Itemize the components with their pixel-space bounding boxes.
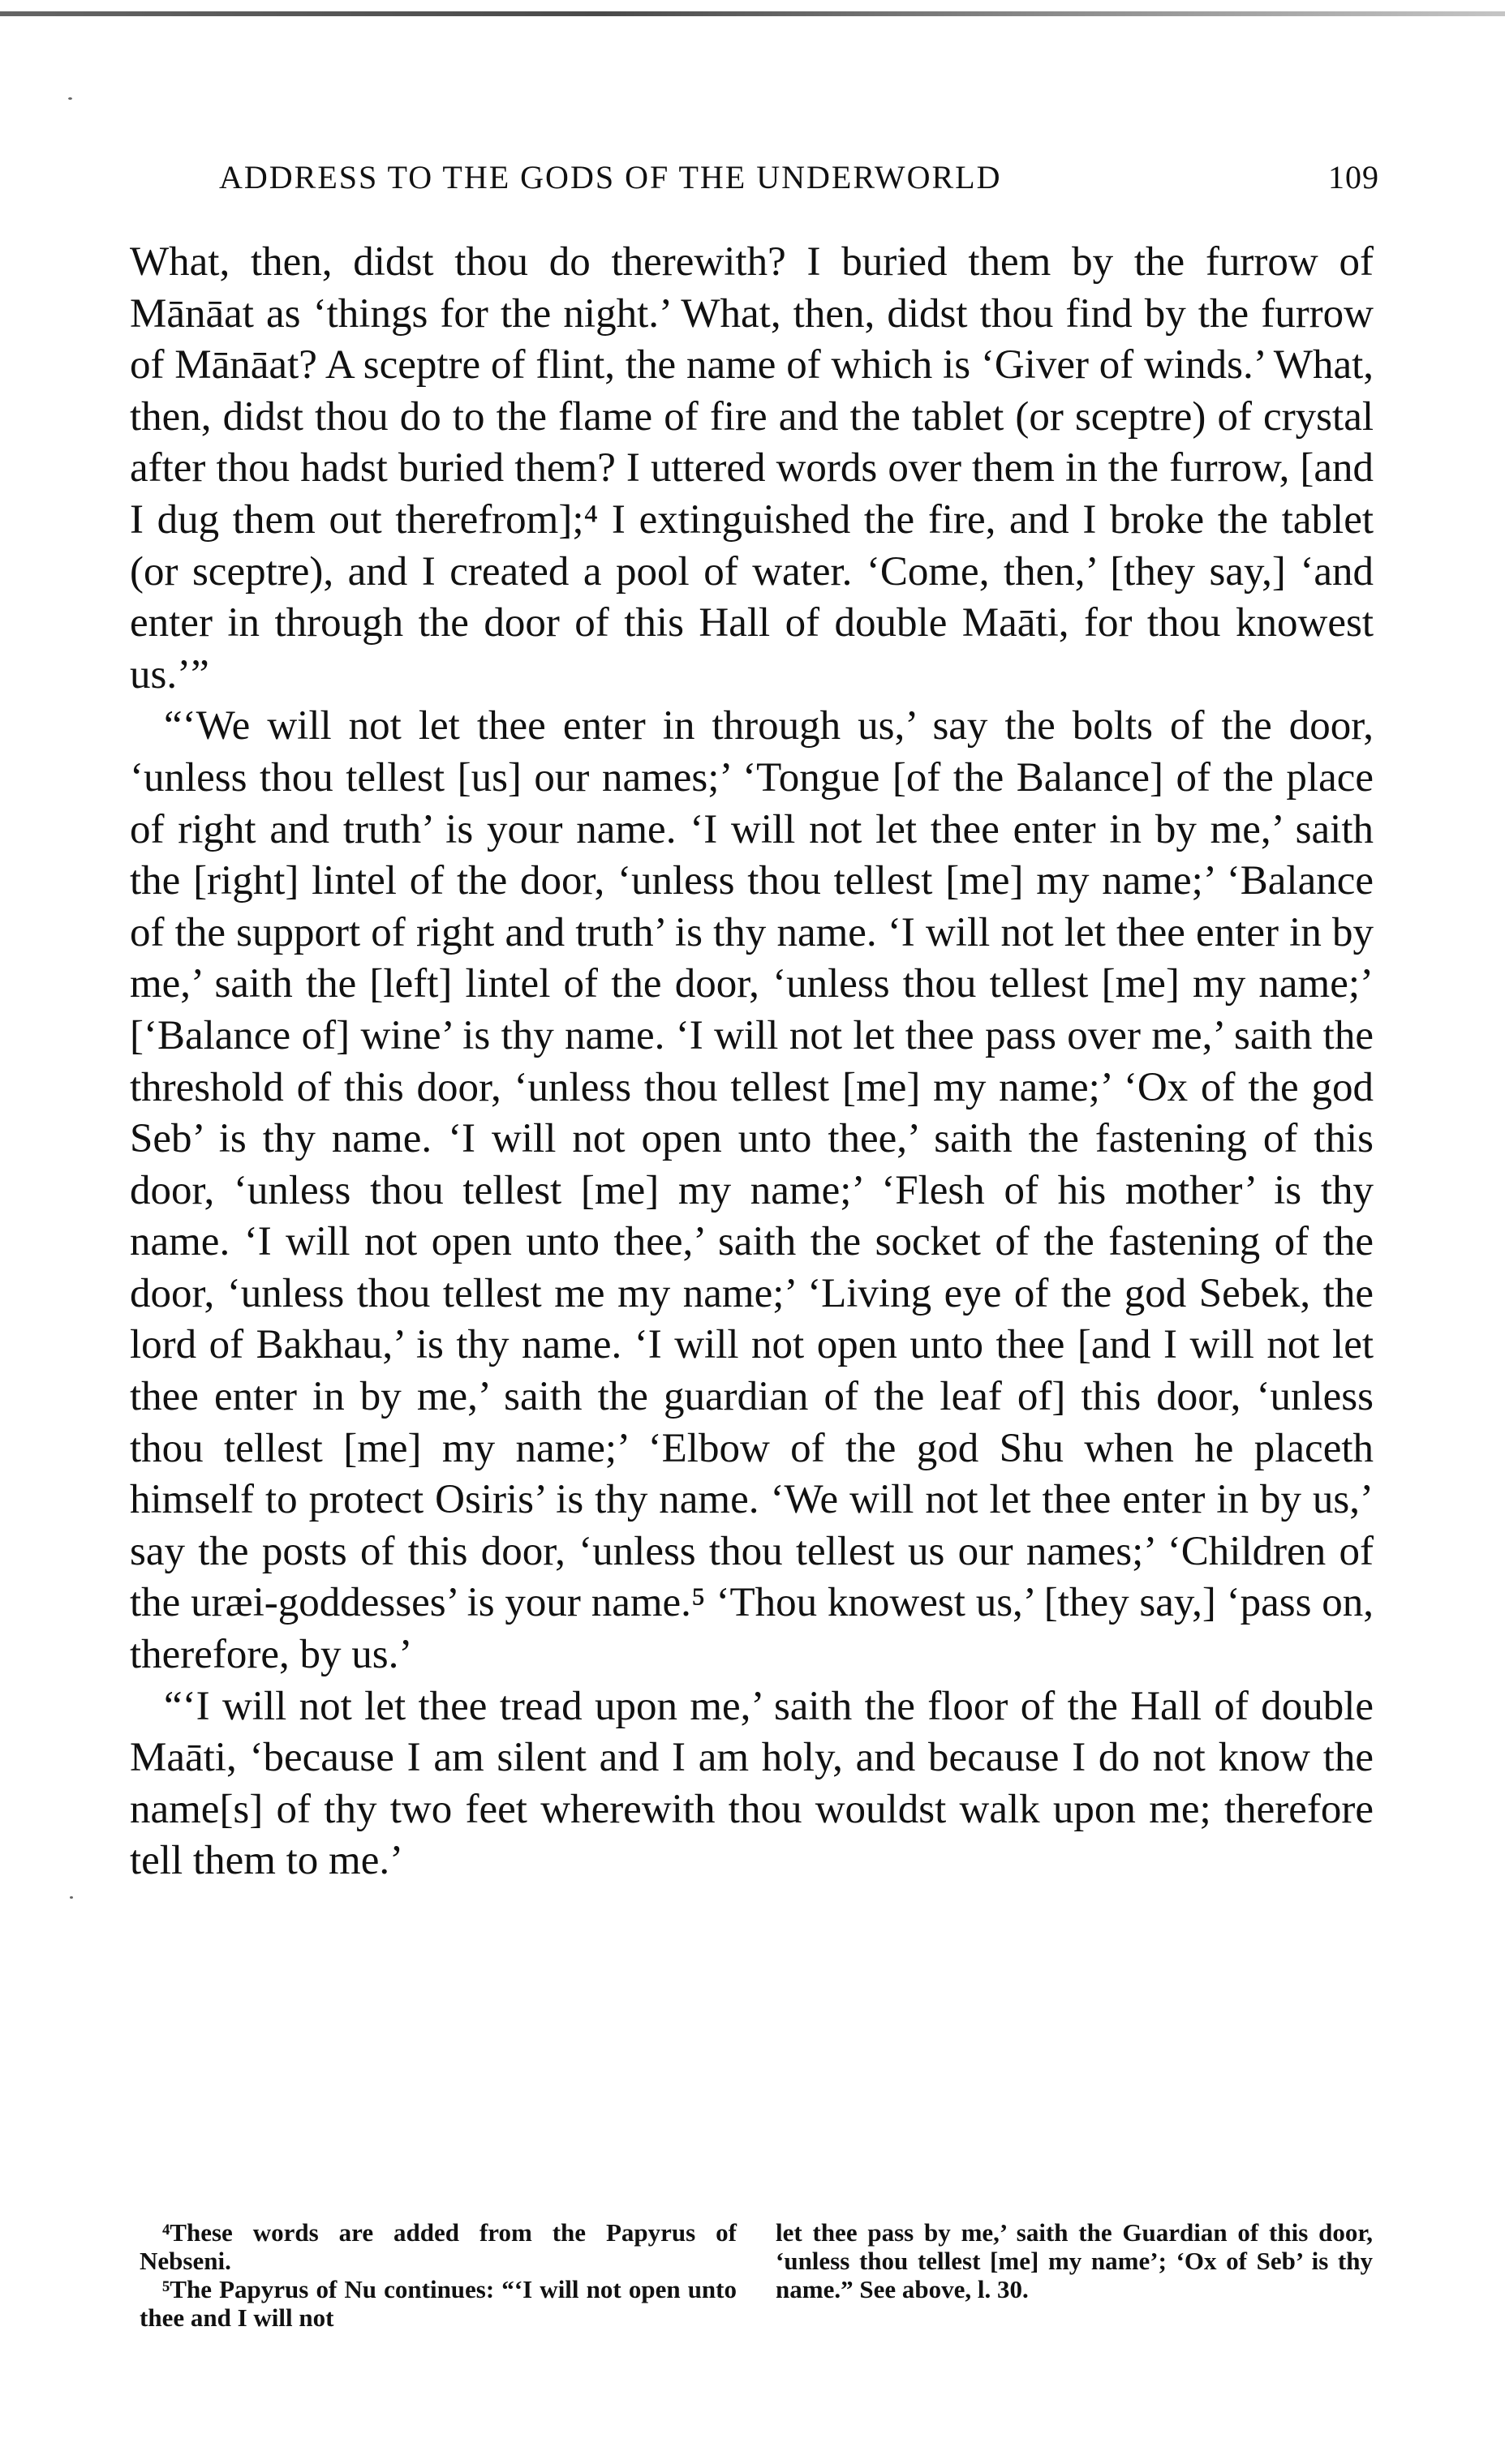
page-top-edge (0, 11, 1505, 16)
paragraph: What, then, didst thou do therewith? I buried them by the furrow of Mānāat as ‘things for the night.’ What, then, didst thou find by the furrow of Mānāat? A sceptre of flint, the name of which is ‘Giver of winds.’ What, then, didst thou do to the flame of fire and the tablet (or sceptre) of crystal after thou hadst buried them? I uttered words over them in the furrow, [and I dug them out therefrom];⁴ I extinguished the fire, and I broke the tablet (or sceptre), and I created a pool of water. ‘Come, then,’ [they say,] ‘and enter in through the door of this Hall of double Maāti, for thou knowest us.’” (130, 239, 1374, 698)
paragraph: “‘We will not let thee enter in through us,’ say the bolts of the door, ‘unless thou tellest [us] our names;’ ‘Tongue [of the Balance] of the place of right and truth’ is your name. ‘I will not let thee enter in by me,’ saith the [right] lintel of the door, ‘unless thou tellest [me] my name;’ ‘Balance of the support of right and truth’ is thy name. ‘I will not let thee enter in by me,’ saith the [left] lintel of the door, ‘unless thou tellest [me] my name;’ [‘Balance of] wine’ is thy name. ‘I will not let thee pass over me,’ saith the threshold of this door, ‘unless thou tellest [me] my name;’ ‘Ox of the god Seb’ is thy name. ‘I will not open unto thee,’ saith the fastening of this door, ‘unless thou tellest [me] my name;’ ‘Flesh of his mother’ is thy name. ‘I will not open unto thee,’ saith the socket of the fastening of the door, ‘unless thou tellest me my name;’ ‘Living eye of the god Sebek, the lord of Bakhau,’ is thy name. ‘I will not open unto thee [and I will not let thee enter in by me,’ saith the guardian of the leaf of] this door, ‘unless thou tellest [me] my name;’ ‘Elbow of the god Shu when he placeth himself to protect Osiris’ is thy name. ‘We will not let thee enter in by us,’ say the posts of this door, ‘unless thou tellest us our names;’ ‘Children of the uræi-goddesses’ is your name.⁵ ‘Thou knowest us,’ [they say,] ‘pass on, therefore, by us.’ (130, 703, 1374, 1678)
footnotes-right-column (776, 2218, 1373, 2332)
paragraph: “‘I will not let thee tread upon me,’ saith the floor of the Hall of double Maāti, ‘because I am silent and I am holy, and because I do not know the name[s] of thy two feet wherewith thou wouldst walk upon me; therefore tell them to me.’ (130, 1683, 1374, 1884)
edge-speck (68, 97, 72, 100)
footnotes (140, 2218, 1373, 2332)
running-title: ADDRESS TO THE GODS OF THE UNDERWORLD (219, 159, 1002, 195)
footnote-5-continued: let thee pass by me,’ saith the Guardian of this door, ‘unless thou tellest [me] my name’; ‘Ox of Seb’ is thy name.” See above, l. 30. (776, 2218, 1373, 2303)
footnote-4: ⁴These words are added from the Papyrus of Nebseni. (140, 2218, 737, 2275)
page-header (219, 158, 1379, 207)
footnotes-left-column (140, 2218, 737, 2332)
body-text (130, 237, 1374, 1887)
page-number: 109 (1328, 159, 1379, 195)
edge-speck (70, 1896, 73, 1899)
footnote-5: ⁵The Papyrus of Nu continues: “‘I will not open unto thee and I will not (140, 2275, 737, 2332)
